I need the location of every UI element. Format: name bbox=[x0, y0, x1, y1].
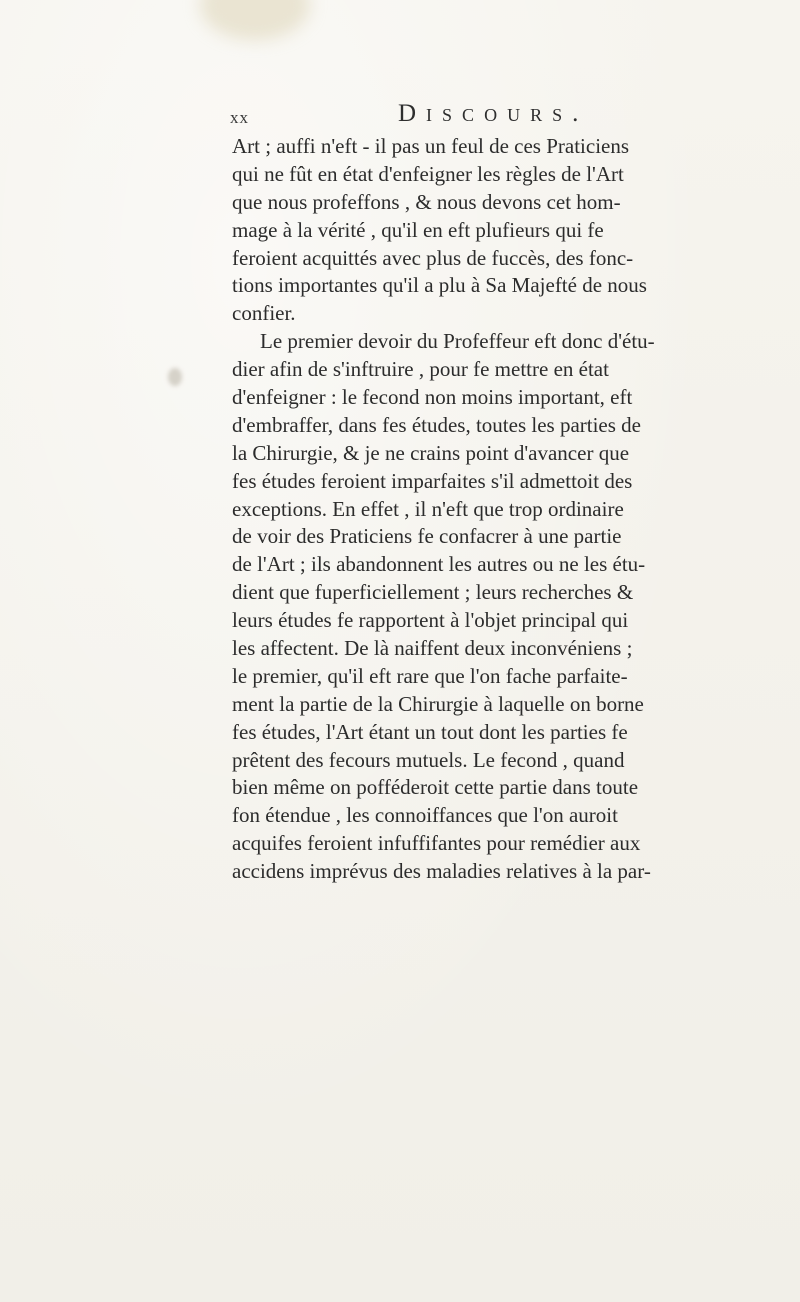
text-line: Le premier devoir du Profeffeur eft donc d'étu- bbox=[260, 329, 655, 354]
text-line: bien même on pofféderoit cette partie dans toute bbox=[232, 775, 639, 800]
folio-number: xx bbox=[230, 108, 249, 127]
text-line: que nous profeffons , & nous devons cet hom- bbox=[232, 189, 621, 214]
text-line: acquifes feroient infuffifantes pour remédier aux bbox=[232, 831, 641, 856]
text-line: de l'Art ; ils abandonnent les autres ou ne les étu- bbox=[232, 552, 646, 577]
text-line: confier. bbox=[232, 301, 296, 326]
text-line: accidens imprévus des maladies relatives à la par- bbox=[232, 859, 651, 884]
text-line: dient que fuperficiellement ; leurs recherches & bbox=[232, 580, 634, 605]
text-line: Art ; auffi n'eft - il pas un feul de ces Praticiens bbox=[232, 134, 630, 158]
text-line: tions importantes qu'il a plu à Sa Majefté de nous bbox=[232, 273, 647, 298]
text-line: leurs études fe rapportent à l'objet principal qui bbox=[232, 608, 629, 633]
text-line: prêtent des fecours mutuels. Le fecond , quand bbox=[232, 747, 625, 772]
text-line: les affectent. De là naiffent deux inconvéniens ; bbox=[232, 636, 633, 661]
text-line: fon étendue , les connoiffances que l'on auroit bbox=[232, 803, 618, 828]
text-line: de voir des Praticiens fe confacrer à une partie bbox=[232, 524, 622, 549]
running-title: Discours. bbox=[398, 100, 589, 127]
paper-stain bbox=[200, 0, 310, 40]
text-line: d'enfeigner : le fecond non moins important, eft bbox=[232, 385, 633, 410]
text-line: le premier, qu'il eft rare que l'on fache parfaite- bbox=[232, 663, 628, 688]
text-line: exceptions. En effet , il n'eft que trop ordinaire bbox=[232, 496, 624, 521]
text-line: d'embraffer, dans fes études, toutes les parties de bbox=[232, 412, 641, 437]
text-line: mage à la vérité , qu'il en eft plufieurs qui fe bbox=[232, 217, 604, 242]
text-line: la Chirurgie, & je ne crains point d'avancer que bbox=[232, 440, 630, 465]
text-line: ment la partie de la Chirurgie à laquelle on borne bbox=[232, 691, 644, 716]
page-header bbox=[230, 100, 750, 136]
text-line: qui ne fût en état d'enfeigner les règles de l'Art bbox=[232, 161, 624, 186]
text-line: fes études feroient imparfaites s'il admettoit des bbox=[232, 468, 633, 493]
body-text bbox=[232, 133, 772, 886]
text-line: fes études, l'Art étant un tout dont les parties fe bbox=[232, 719, 628, 744]
text-line: dier afin de s'inftruire , pour fe mettre en état bbox=[232, 357, 609, 382]
text-line: feroient acquittés avec plus de fuccès, des fonc- bbox=[232, 245, 634, 270]
ink-spot bbox=[168, 368, 182, 386]
